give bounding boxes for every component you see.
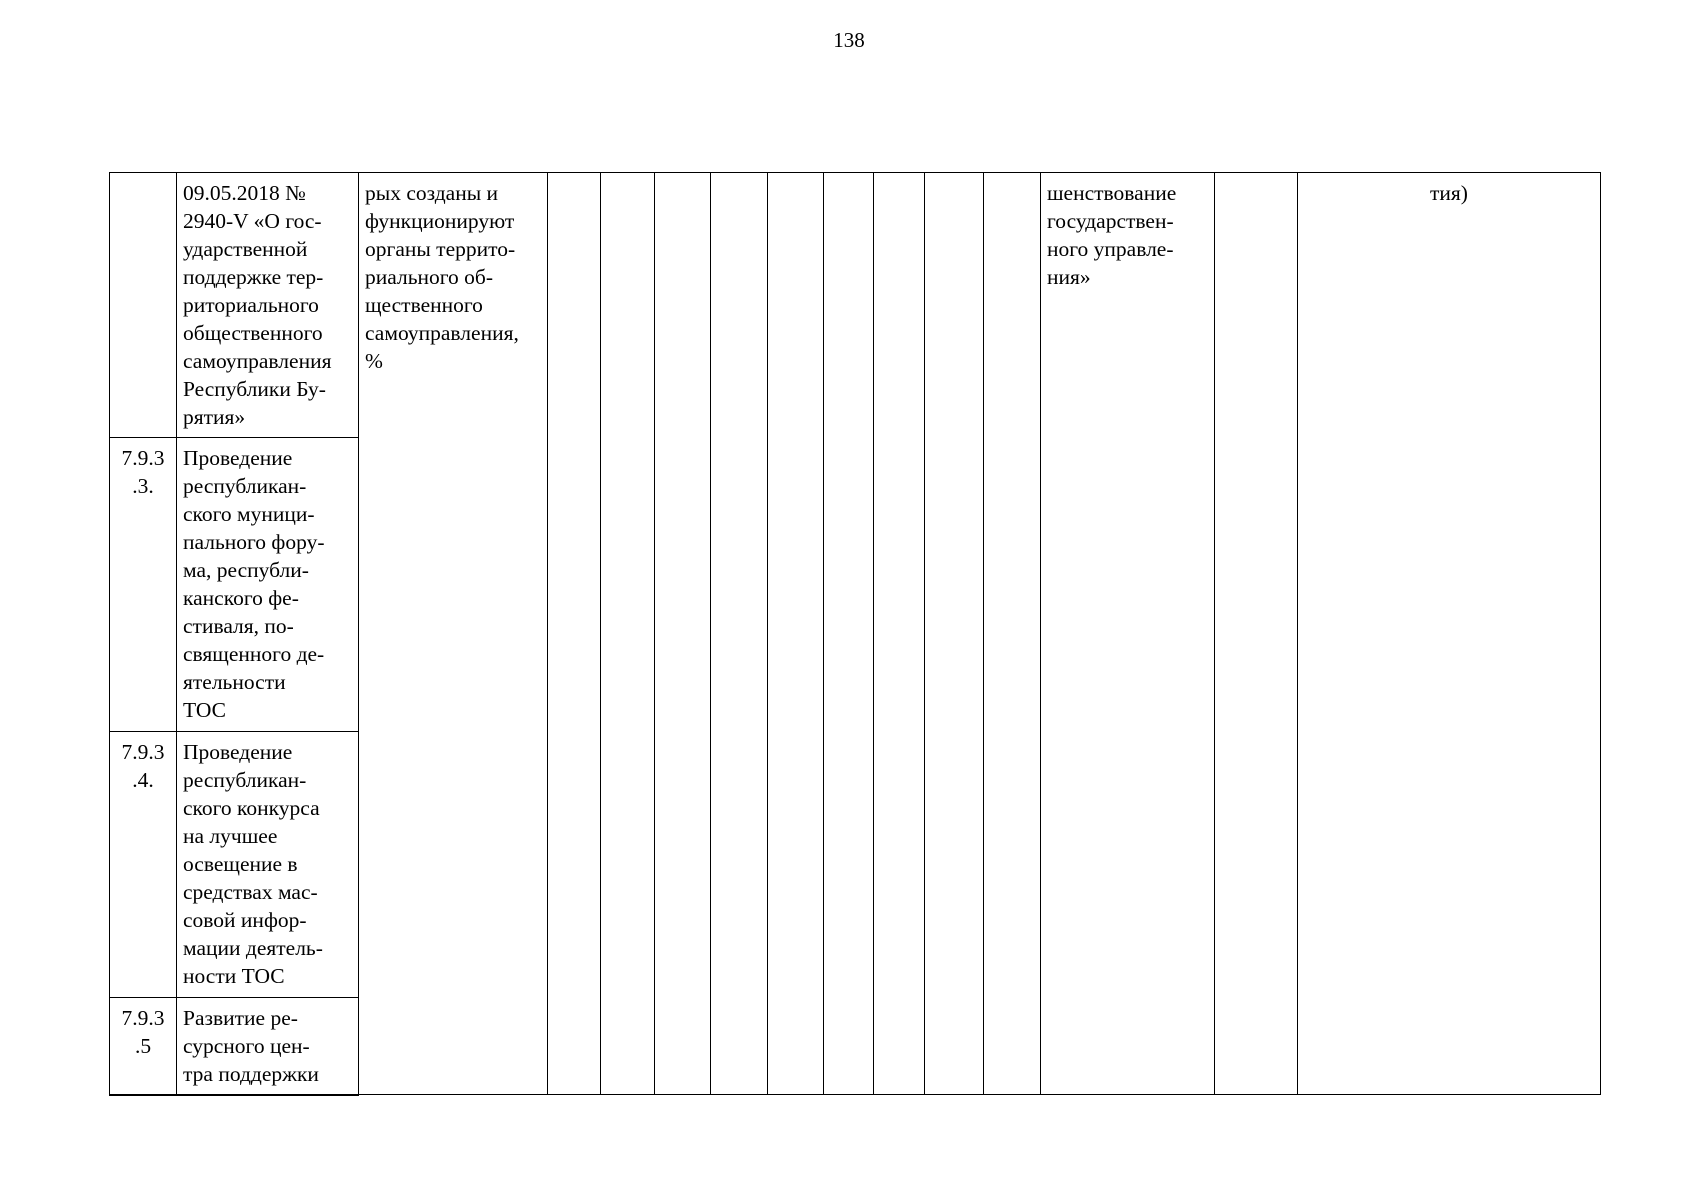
program-table (109, 172, 1601, 1096)
empty-cell (768, 173, 824, 1095)
event-description-cell: Проведение республикан- ского конкурса на лучшее освещение в средствах мас- совой инфор- мации деятель- ности ТОС (177, 732, 359, 998)
empty-cell (925, 173, 984, 1095)
row-number-cell: 7.9.3 .3. (110, 438, 177, 732)
table-row (110, 173, 1601, 438)
indicator-cell: рых созданы и функционируют органы террито- риального об- щественного самоуправления, % (359, 173, 548, 1095)
empty-cell (711, 173, 768, 1095)
event-description-cell: 09.05.2018 № 2940-V «О гос- ударственной поддержке тер- риториального общественного самоуправления Республики Бу- рятия» (177, 173, 359, 438)
empty-cell (984, 173, 1041, 1095)
program-cell: шенствование государствен- ного управле- ния» (1041, 173, 1215, 1095)
page-number: 138 (833, 28, 865, 52)
empty-cell (874, 173, 925, 1095)
empty-cell (601, 173, 655, 1095)
last-column-cell: тия) (1298, 173, 1601, 1095)
row-number-cell: 7.9.3 .5 (110, 998, 177, 1095)
empty-cell (655, 173, 711, 1095)
row-number-cell: 7.9.3 .4. (110, 732, 177, 998)
event-description-cell: Развитие ре- сурсного цен- тра поддержки (177, 998, 359, 1095)
empty-cell (1215, 173, 1298, 1095)
event-description-cell: Проведение республикан- ского муници- пального фору- ма, республи- канского фе- стиваля, по- священного де- ятельности ТОС (177, 438, 359, 732)
empty-cell (548, 173, 601, 1095)
empty-cell (824, 173, 874, 1095)
row-number-cell (110, 173, 177, 438)
